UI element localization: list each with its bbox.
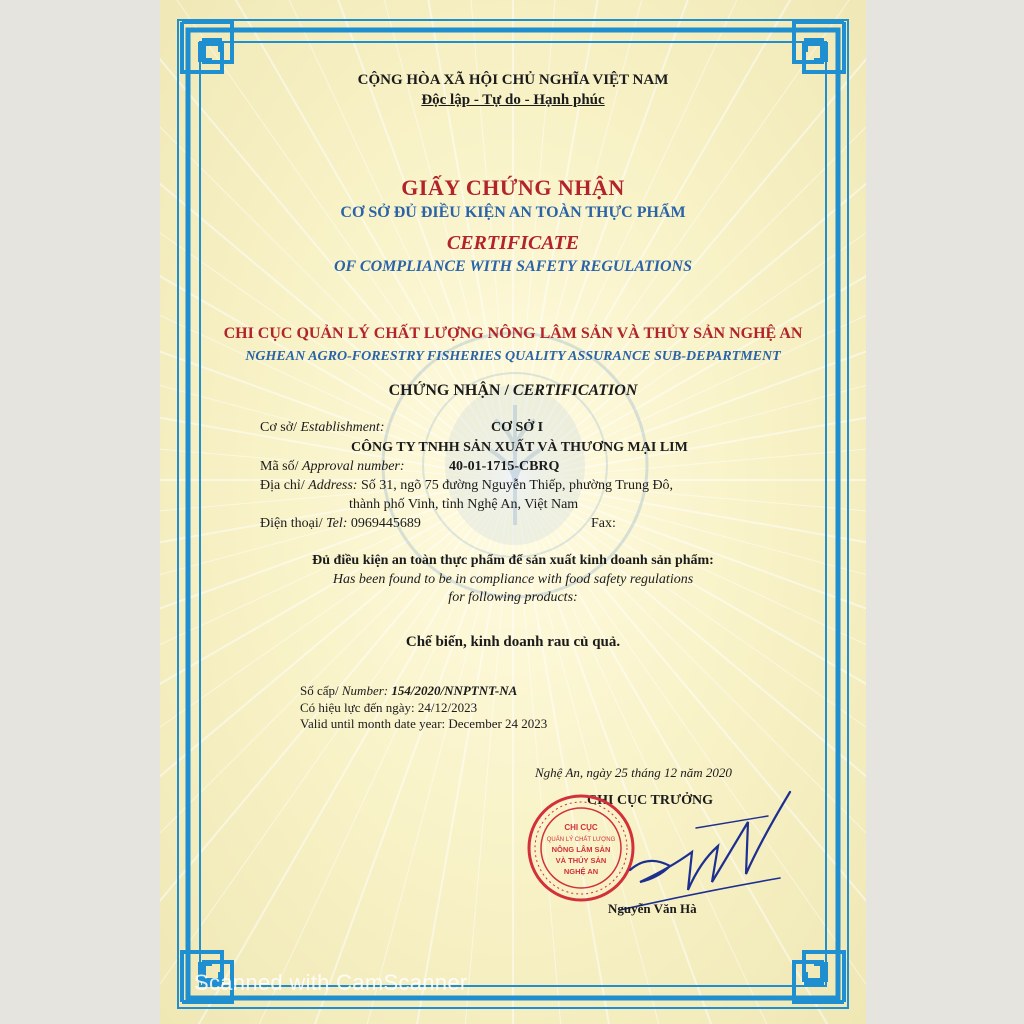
products: Chế biến, kinh doanh rau củ quả. [405, 634, 621, 650]
address-line1 [260, 478, 673, 494]
issuer-vi: CHI CỤC QUẢN LÝ CHẤT LƯỢNG NÔNG LÂM SẢN VÀ THỦY SẢN NGHỆ AN [223, 325, 803, 342]
phone-line [260, 516, 421, 532]
svg-text:NGHỆ AN: NGHỆ AN [563, 867, 599, 876]
address-label-vi: Địa chỉ/ [260, 478, 309, 493]
issuer-en: NGHEAN AGRO-FORESTRY FISHERIES QUALITY ASSURANCE SUB-DEPARTMENT [245, 349, 781, 364]
approval-label-vi: Mã số/ [260, 459, 302, 474]
svg-text:CHI CỤC: CHI CỤC [564, 823, 598, 832]
establishment-label-en: Establishment: [300, 420, 385, 435]
address-line2: thành phố Vinh, tỉnh Nghệ An, Việt Nam [349, 497, 579, 512]
validity-vi: Có hiệu lực đến ngày: 24/12/2023 [300, 700, 478, 715]
certification-en: CERTIFICATION [512, 382, 638, 399]
phone-label-vi: Điện thoại/ [260, 516, 327, 531]
cert-number-label-en: Number: [341, 683, 392, 698]
cert-number-value: 154/2020/NNPTNT-NA [391, 683, 518, 698]
svg-text:VÀ THỦY SẢN: VÀ THỦY SẢN [555, 856, 607, 865]
company-name: CÔNG TY TNHH SẢN XUẤT VÀ THƯƠNG MẠI LIM [351, 440, 688, 455]
place-date: Nghệ An, ngày 25 tháng 12 năm 2020 [535, 765, 732, 780]
country-name: CỘNG HÒA XÃ HỘI CHỦ NGHĨA VIỆT NAM [357, 72, 669, 88]
compliance-en-line2: for following products: [448, 590, 578, 605]
establishment-label [260, 420, 384, 436]
title-vi: GIẤY CHỨNG NHẬN [401, 175, 625, 200]
title-en: CERTIFICATE [446, 232, 580, 254]
national-motto: Độc lập - Tự do - Hạnh phúc [421, 92, 605, 108]
approval-label [260, 459, 405, 475]
cert-number-label-vi: Số cấp/ [300, 683, 342, 698]
certificate-page [160, 0, 866, 1024]
address-label-en: Address: [308, 478, 358, 493]
approval-label-en: Approval number: [302, 459, 405, 474]
compliance-en-line1: Has been found to be in compliance with food safety regulations [332, 572, 694, 587]
address-value-line1: Số 31, ngõ 75 đường Nguyễn Thiếp, phường Trung Đô, [360, 478, 674, 493]
establishment-label-vi: Cơ sở/ [260, 420, 301, 435]
fax-label: Fax: [591, 516, 616, 531]
approval-number: 40-01-1715-CBRQ [449, 459, 560, 474]
certification-vi: CHỨNG NHẬN / [388, 382, 513, 399]
subtitle-en: OF COMPLIANCE WITH SAFETY REGULATIONS [333, 258, 693, 275]
cert-number-line [300, 683, 517, 699]
phone-value: 0969445689 [347, 516, 421, 531]
svg-text:NÔNG LÂM SẢN: NÔNG LÂM SẢN [551, 845, 611, 854]
scanner-watermark: Scanned with CamScanner [194, 970, 468, 995]
subtitle-vi: CƠ SỞ ĐỦ ĐIỀU KIỆN AN TOÀN THỰC PHẨM [340, 204, 686, 221]
certification-heading [389, 382, 638, 400]
phone-label-en: Tel: [326, 516, 348, 531]
signer-name: Nguyễn Văn Hà [608, 901, 697, 916]
compliance-vi: Đủ điều kiện an toàn thực phẩm để sản xuất kinh doanh sản phẩm: [312, 553, 714, 568]
establishment-value: CƠ SỞ I [491, 420, 544, 435]
svg-text:QUẢN LÝ CHẤT LƯỢNG: QUẢN LÝ CHẤT LƯỢNG [546, 837, 616, 843]
validity-en: Valid until month date year: December 24 2023 [300, 716, 548, 731]
signer-position: CHI CỤC TRƯỞNG [587, 793, 714, 808]
